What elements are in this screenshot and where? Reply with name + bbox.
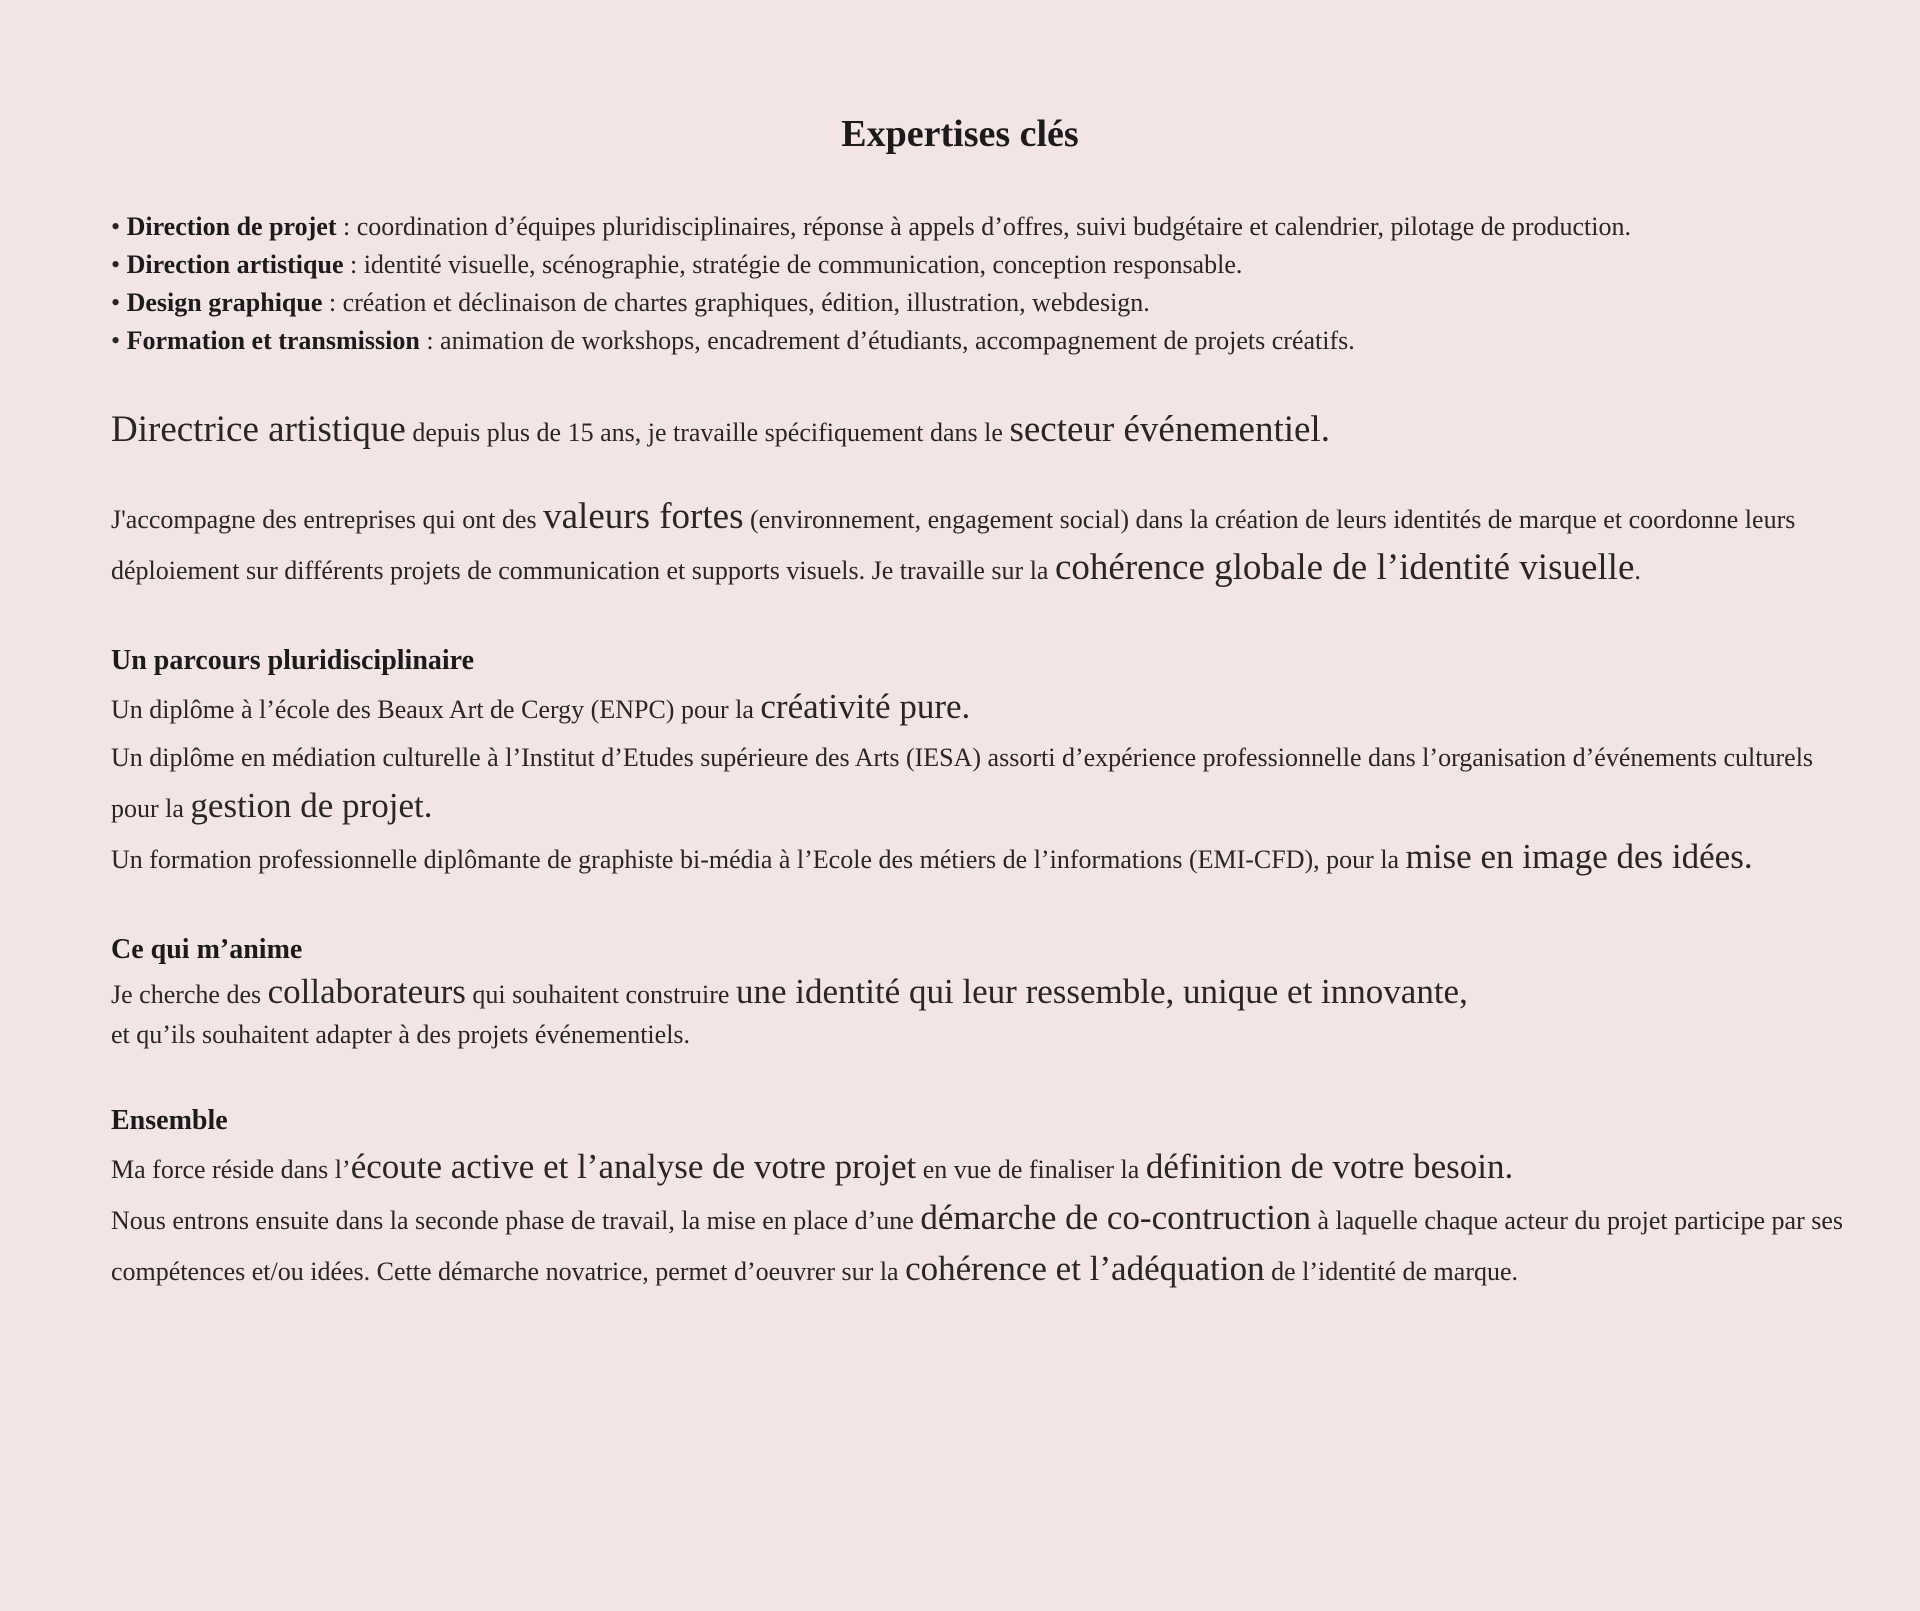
section-heading-ensemble: Ensemble <box>111 1105 228 1136</box>
paragraph-text: en vue de finaliser la <box>916 1155 1146 1184</box>
parcours-line <box>111 734 1851 833</box>
paragraph-highlight: valeurs fortes <box>543 496 744 537</box>
intro-highlight: Directrice artistique <box>111 409 406 450</box>
expertises-list <box>111 208 1851 360</box>
expertise-text: : coordination d’équipes pluridisciplinaires, réponse à appels d’offres, suivi budgétaire et calendrier, pilotage de production. <box>336 212 1631 241</box>
paragraph-text: Un diplôme à l’école des Beaux Art de Cergy (ENPC) pour la <box>111 695 761 724</box>
parcours-line <box>111 833 1851 884</box>
intro-highlight: secteur événementiel. <box>1009 409 1330 450</box>
paragraph-highlight: gestion de projet. <box>190 786 433 825</box>
parcours-line <box>111 683 1851 734</box>
anime-section <box>111 972 1851 1055</box>
intro-paragraph <box>111 404 1851 459</box>
paragraph-highlight: cohérence et l’adéquation <box>905 1249 1265 1288</box>
paragraph-text: Un formation professionnelle diplômante de graphiste bi-média à l’Ecole des métiers de l’informations (EMI-CFD), pour la <box>111 845 1406 874</box>
paragraph-highlight: démarche de co-contruction <box>920 1198 1311 1237</box>
section-heading-anime: Ce qui m’anime <box>111 934 303 965</box>
expertise-label: Direction artistique <box>126 250 344 279</box>
expertise-label: Design graphique <box>126 288 323 317</box>
list-item: • Direction artistique : identité visuelle, scénographie, stratégie de communication, conception responsable. <box>111 250 1243 279</box>
paragraph-highlight: créativité pure. <box>760 687 971 726</box>
paragraph-highlight: collaborateurs <box>267 972 466 1011</box>
list-item: • Formation et transmission : animation de workshops, encadrement d’étudiants, accompagnement de projets créatifs. <box>111 326 1355 355</box>
anime-line <box>111 1015 1851 1055</box>
expertise-label: Direction de projet <box>126 212 337 241</box>
page-title: Expertises clés <box>841 113 1079 155</box>
ensemble-line <box>111 1194 1851 1296</box>
paragraph-text: J'accompagne des entreprises qui ont des <box>111 505 544 534</box>
paragraph-text: Ma force réside dans l’ <box>111 1155 351 1184</box>
paragraph-highlight: définition de votre besoin. <box>1145 1147 1514 1186</box>
expertise-text: : identité visuelle, scénographie, stratégie de communication, conception responsable. <box>343 250 1243 279</box>
expertise-text: : animation de workshops, encadrement d’étudiants, accompagnement de projets créatifs. <box>419 326 1355 355</box>
paragraph-highlight: cohérence globale de l’identité visuelle <box>1054 547 1635 588</box>
list-item: • Direction de projet : coordination d’équipes pluridisciplinaires, réponse à appels d’offres, suivi budgétaire et calendrier, pilotage de production. <box>111 212 1631 241</box>
anime-line <box>111 972 1851 1015</box>
paragraph-text: à laquelle chaque acteur du projet participe par ses compétences et/ou idées. Cette démarche novatrice, permet d’oeuvrer sur la <box>111 1206 1844 1286</box>
parcours-section <box>111 683 1851 884</box>
ensemble-section <box>111 1143 1851 1296</box>
ensemble-line <box>111 1143 1851 1194</box>
paragraph-text: et qu’ils souhaitent adapter à des projets événementiels. <box>111 1020 691 1049</box>
paragraph-text: Je cherche des <box>111 980 268 1009</box>
paragraph-text: de l’identité de marque. <box>1264 1257 1519 1286</box>
paragraph-highlight: une identité qui leur ressemble, unique et innovante, <box>735 972 1468 1011</box>
paragraph-text: . <box>1634 556 1641 585</box>
paragraph-highlight: mise en image des idées. <box>1405 837 1753 876</box>
accompagne-paragraph <box>111 493 1851 595</box>
expertise-label: Formation et transmission <box>126 326 420 355</box>
expertise-text: : création et déclinaison de chartes graphiques, édition, illustration, webdesign. <box>322 288 1150 317</box>
list-item: • Design graphique : création et déclinaison de chartes graphiques, édition, illustration, webdesign. <box>111 288 1150 317</box>
paragraph-text: qui souhaitent construire <box>465 980 736 1009</box>
paragraph-text: (environnement, engagement social) dans la création de leurs identités de marque et coordonne leurs déploiement sur différents projets de communication et supports visuels. Je travaille sur la <box>111 505 1796 585</box>
intro-text: depuis plus de 15 ans, je travaille spécifiquement dans le <box>405 418 1010 447</box>
paragraph-text: Nous entrons ensuite dans la seconde phase de travail, la mise en place d’une <box>111 1206 921 1235</box>
paragraph-text: Un diplôme en médiation culturelle à l’Institut d’Etudes supérieure des Arts (IESA) assorti d’expérience professionnelle dans l’organisation d’événements culturels pour la <box>111 743 1814 823</box>
paragraph-highlight: écoute active et l’analyse de votre projet <box>350 1147 917 1186</box>
content <box>111 208 1851 1296</box>
section-heading-parcours: Un parcours pluridisciplinaire <box>111 645 475 676</box>
